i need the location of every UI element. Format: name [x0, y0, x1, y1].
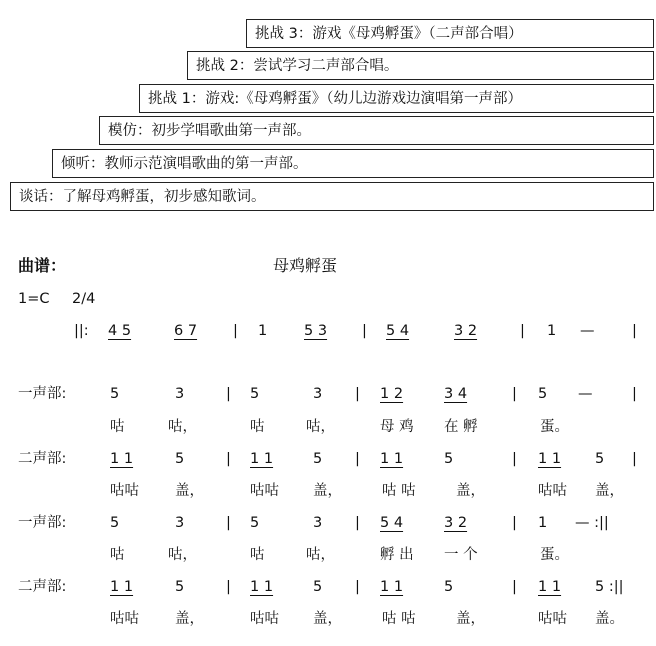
note-group: 1 1: [110, 579, 134, 595]
barline: |: [233, 323, 238, 339]
note-group: 1 1: [380, 579, 404, 595]
lyric: 咕，: [168, 419, 197, 435]
lyric: 咕: [110, 419, 125, 435]
note: 5: [175, 451, 185, 467]
lyric: 盖。: [595, 611, 624, 627]
note-group: 3 2: [444, 515, 468, 531]
note: 5: [444, 579, 454, 595]
dash: —: [578, 386, 593, 402]
lyric: 咕，: [306, 419, 335, 435]
note: 5: [110, 386, 120, 402]
note: 5: [250, 515, 260, 531]
repeat-start: ||:: [74, 323, 89, 339]
note-group: 1 2: [380, 386, 404, 402]
note: 5: [538, 386, 548, 402]
note-group: 3 2: [454, 323, 478, 339]
note-group: 1 1: [250, 579, 274, 595]
lyric: 咕，: [306, 547, 335, 563]
note-group: 1 1: [250, 451, 274, 467]
note: 3: [175, 386, 185, 402]
note: 1: [258, 323, 268, 339]
lyric: 蛋。: [540, 419, 569, 435]
lyric: 一 个: [444, 547, 478, 563]
lyric: 盖，: [175, 483, 204, 499]
lyric: 盖，: [595, 483, 624, 499]
step-challenge-1: 挑战 1：游戏:《母鸡孵蛋》（幼儿边游戏边演唱第一声部）: [139, 84, 654, 113]
note-group: 4 5: [108, 323, 132, 339]
lyric: 盖，: [313, 611, 342, 627]
barline: |: [226, 451, 231, 467]
key-signature: 1=C: [18, 291, 50, 307]
time-signature: 2/4: [72, 291, 96, 307]
note: 5: [175, 579, 185, 595]
step-challenge-3: 挑战 3：游戏《母鸡孵蛋》（二声部合唱）: [246, 19, 654, 48]
note: 5: [595, 451, 605, 467]
barline: |: [355, 386, 360, 402]
dash-repeat-end: — :||: [575, 515, 609, 531]
barline: |: [355, 515, 360, 531]
note-group: 3 4: [444, 386, 468, 402]
note: 1: [547, 323, 557, 339]
lyric: 盖，: [313, 483, 342, 499]
note: 3: [175, 515, 185, 531]
note: 5: [313, 451, 323, 467]
step-talk: 谈话：了解母鸡孵蛋，初步感知歌词。: [10, 182, 654, 211]
lyric: 咕咕: [110, 483, 139, 499]
note: 3: [313, 515, 323, 531]
note-group: 5 4: [386, 323, 410, 339]
lyric: 咕咕: [250, 611, 279, 627]
lyric: 咕咕: [250, 483, 279, 499]
barline: |: [632, 386, 637, 402]
part-label: 二声部:: [18, 579, 67, 595]
lyric: 咕，: [168, 547, 197, 563]
barline: |: [226, 386, 231, 402]
lyric: 蛋。: [540, 547, 569, 563]
song-title: 母鸡孵蛋: [273, 256, 338, 275]
barline: |: [632, 451, 637, 467]
step-imitate: 模仿：初步学唱歌曲第一声部。: [99, 116, 654, 145]
barline: |: [632, 323, 637, 339]
lyric: 咕: [250, 419, 265, 435]
lyric: 孵 出: [380, 547, 414, 563]
note-group: 1 1: [110, 451, 134, 467]
lyric: 咕 咕: [382, 611, 416, 627]
note-group: 1 1: [538, 579, 562, 595]
part-label: 一声部:: [18, 386, 67, 402]
note: 1: [538, 515, 548, 531]
part-label: 二声部:: [18, 451, 67, 467]
step-challenge-2: 挑战 2：尝试学习二声部合唱。: [187, 51, 654, 80]
barline: |: [226, 579, 231, 595]
note-group: 6 7: [174, 323, 198, 339]
lyric: 咕咕: [538, 483, 567, 499]
lyric: 咕咕: [538, 611, 567, 627]
barline: |: [512, 515, 517, 531]
barline: |: [520, 323, 525, 339]
barline: |: [362, 323, 367, 339]
lyric: 盖，: [175, 611, 204, 627]
score-label: 曲谱：: [18, 256, 67, 275]
lyric: 咕咕: [110, 611, 139, 627]
barline: |: [512, 451, 517, 467]
note: 5: [110, 515, 120, 531]
lyric: 在 孵: [444, 419, 478, 435]
note-group: 1 1: [538, 451, 562, 467]
note-repeat-end: 5 :||: [595, 579, 624, 595]
note: 3: [313, 386, 323, 402]
lyric: 咕: [250, 547, 265, 563]
lyric: 盖，: [456, 483, 485, 499]
barline: |: [226, 515, 231, 531]
step-listen: 倾听：教师示范演唱歌曲的第一声部。: [52, 149, 654, 178]
note: 5: [250, 386, 260, 402]
lyric: 盖，: [456, 611, 485, 627]
note-group: 5 4: [380, 515, 404, 531]
barline: |: [355, 579, 360, 595]
barline: |: [512, 579, 517, 595]
note: 5: [444, 451, 454, 467]
note-group: 1 1: [380, 451, 404, 467]
barline: |: [355, 451, 360, 467]
note: 5: [313, 579, 323, 595]
part-label: 一声部:: [18, 515, 67, 531]
barline: |: [512, 386, 517, 402]
dash: —: [580, 323, 595, 339]
note-group: 5 3: [304, 323, 328, 339]
lyric: 咕: [110, 547, 125, 563]
lyric: 母 鸡: [380, 419, 414, 435]
lyric: 咕 咕: [382, 483, 416, 499]
